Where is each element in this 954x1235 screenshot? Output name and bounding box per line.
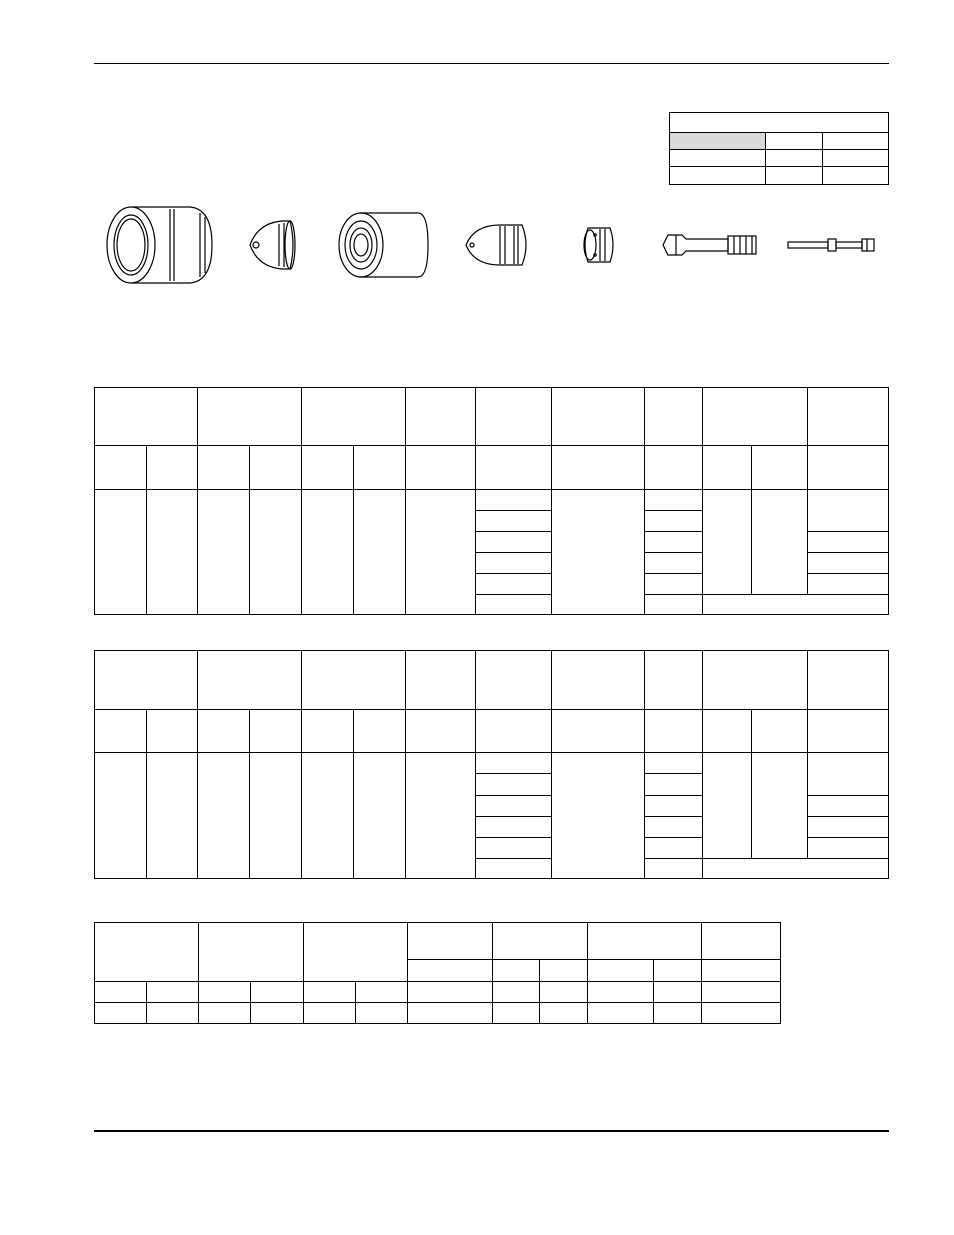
electrode-icon — [663, 235, 756, 255]
footer-rule — [94, 1130, 889, 1132]
shield-cap-icon — [250, 221, 295, 269]
shield-icon — [107, 207, 212, 283]
header-rule — [94, 63, 889, 64]
nozzle-icon — [466, 225, 526, 265]
water-tube-icon — [788, 239, 874, 251]
retaining-cap-icon — [339, 213, 428, 277]
swirl-ring-icon — [584, 228, 613, 262]
legend-header-shade — [670, 133, 766, 149]
consumables-illustration — [0, 195, 954, 295]
